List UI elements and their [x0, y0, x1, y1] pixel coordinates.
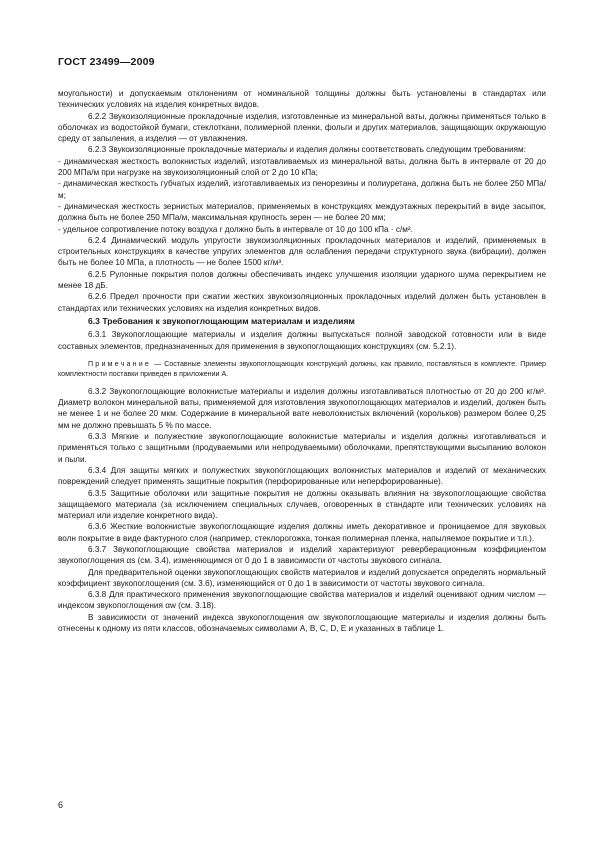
- paragraph-6-3-3: 6.3.3 Мягкие и полужесткие звукопоглощающие волокнистые материалы и изделия должны изготавливаться и применяться только с защитными (продуваемыми или непродуваемыми) оболочками, препятствующими высыпанию волокон и пыли.: [58, 432, 546, 464]
- note-text: — Составные элементы звукопоглощающих конструкций должны, как правило, поставляться в комплекте. Пример комплектности поставки приведен в приложении А.: [58, 359, 546, 378]
- paragraph-6-3-1: 6.3.1 Звукопоглощающие материалы и изделия должны выпускаться полной заводской готовности или в виде составных элементов, предназначенных для применения в звукопоглощающих конструкциях (см. 5.2.1).: [58, 330, 546, 351]
- note-label: Примечание: [88, 359, 152, 368]
- document-body: [58, 88, 546, 634]
- paragraph-continuation: моугольности) и допускаемым отклонениям от номинальной толщины должны быть установлены в стандартах или технических условиях на изделия конкретных видов.: [58, 89, 546, 110]
- paragraph-6-3-2: 6.3.2 Звукопоглощающие волокнистые материалы и изделия должны изготавливаться плотностью от 20 до 200 кг/м³. Диаметр волокон минеральной ваты, применяемой для изготовления звукопоглощающих материалов и изделий, должен быть не менее 1 и не более 20 мкм. Содержание в минеральной вате неволокнистых включений (корольков) размером более 0,25 мм не должно превышать 5 % по массе.: [58, 386, 546, 430]
- requirement-item: - динамическая жесткость губчатых изделий, изготавливаемых из пенорезины и полиуретана, должна быть не более 250 МПа/м;: [58, 179, 546, 200]
- paragraph-6-3-6: 6.3.6 Жесткие волокнистые звукопоглощающие изделия должны иметь декоративное и проницаемое для звуковых волн покрытие в виде фактурного слоя (например, стеклорогожка, тонкая полимерная пленка, напыляемое покрытие и т.п.).: [58, 522, 546, 543]
- section-heading-6-3: 6.3 Требования к звукопоглощающим материалам и изделиям: [88, 315, 355, 326]
- paragraph-6-2-4: 6.2.4 Динамический модуль упругости звукоизоляционных прокладочных материалов и изделий, применяемых в строительных конструкциях в качестве упругих элементов для ослабления передачи структурного звука (вибрации), должен быть не более 10 МПа, а плотность — не более 1500 кг/м³.: [58, 235, 546, 268]
- page-number: 6: [58, 800, 64, 810]
- paragraph-6-2-5: 6.2.5 Рулонные покрытия полов должны обеспечивать индекс улучшения изоляции ударного шума перекрытием не менее 18 дБ.: [58, 269, 546, 291]
- requirement-item: - динамическая жесткость волокнистых изделий, изготавливаемых из минеральной ваты, должна быть в интервале от 20 до 200 МПа/м при нагрузке на звукоизоляционный слой от 2 до 10 кПа;: [58, 156, 546, 178]
- paragraph-6-2-6: 6.2.6 Предел прочности при сжатии жестких звукоизоляционных прокладочных изделий должен быть установлен в стандартах или технических условиях на изделия конкретных видов.: [58, 292, 546, 313]
- paragraph-preliminary-assessment: Для предварительной оценки звукопоглощающих свойств материалов и изделий допускается определять нормальный коэффициент звукопоглощения (см. 3.6), изменяющийся от 0 до 1 в зависимости от частоты звукового сигнала.: [58, 567, 546, 588]
- requirement-item: - удельное сопротивление потоку воздуха r должно быть в интервале от 10 до 100 кПа · с/м².: [58, 224, 413, 234]
- document-header: ГОСТ 23499—2009: [58, 56, 155, 68]
- requirement-item: - динамическая жесткость зернистых материалов, применяемых в конструкциях междуэтажных перекрытий в виде засыпок, должна быть не более 250 МПа/м, максимальная крупность зерен — не более 20 мм;: [58, 201, 546, 223]
- note: [58, 359, 546, 379]
- paragraph-6-2-3: 6.2.3 Звукоизоляционные прокладочные материалы и изделия должны соответствовать следующим требованиям:: [88, 145, 526, 155]
- paragraph-6-3-5: 6.3.5 Защитные оболочки или защитные покрытия не должны оказывать влияния на звукопоглощающие свойства защищаемого материала (за исключением специальных случаев, оговоренных в стандарте или технических условиях на материал или изделие конкретного вида).: [58, 488, 546, 521]
- paragraph-6-2-2: 6.2.2 Звукоизоляционные прокладочные изделия, изготовленные из минеральной ваты, должны применяться только в оболочках из водостойкой бумаги, стеклоткани, полимерной пленки, фольги и других материалов, защищающих окружающую среду от запыления, а изделия — от увлажнения.: [58, 111, 546, 144]
- paragraph-6-3-8: 6.3.8 Для практического применения звукопоглощающие свойства материалов и изделий оценивают одним числом — индексом звукопоглощения αw (см. 3.18).: [58, 590, 546, 611]
- paragraph-6-3-7: 6.3.7 Звукопоглощающие свойства материалов и изделий характеризуют реверберационным коэффициентом звукопоглощения αs (см. 3.4), изменяющимся от 0 до 1 в зависимости от частоты звукового сигнала.: [58, 544, 546, 566]
- paragraph-6-3-4: 6.3.4 Для защиты мягких и полужестких звукопоглощающих волокнистых материалов и изделий от механических повреждений следует применять защитные покрытия (перфорированные или неперфорированные).: [58, 465, 546, 487]
- paragraph-classes: В зависимости от значений индекса звукопоглощения αw звукопоглощающие материалы и изделия должны быть отнесены к одному из пяти классов, обозначаемых символами A, B, C, D, E и указанных в таблице 1.: [58, 612, 546, 634]
